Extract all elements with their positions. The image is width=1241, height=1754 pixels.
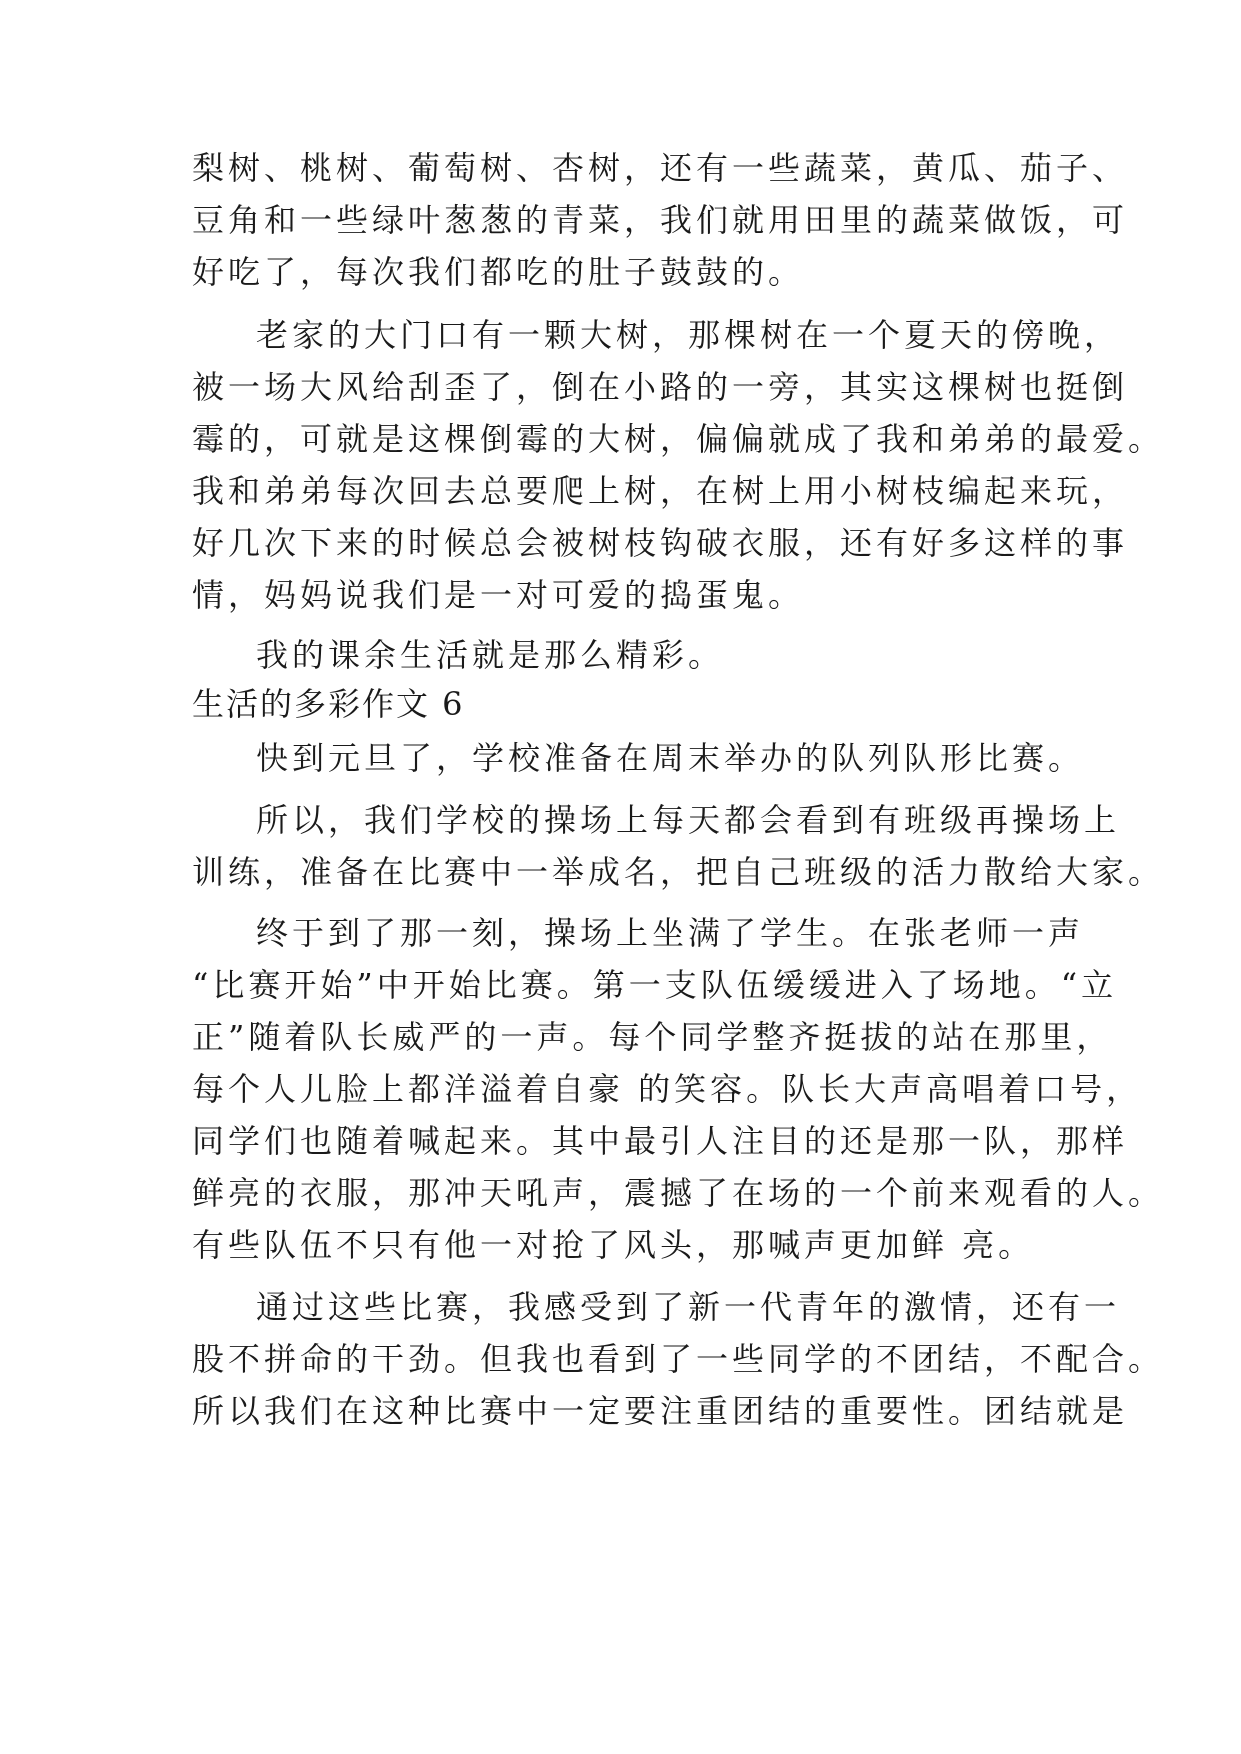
text-line: 情，妈妈说我们是一对可爱的捣蛋鬼。 [192, 576, 805, 614]
text-line: 豆角和一些绿叶葱葱的青菜，我们就用田里的蔬菜做饭，可 [192, 201, 1129, 239]
text-line: 有些队伍不只有他一对抢了风头，那喊声更加鲜 亮。 [192, 1226, 1035, 1264]
text-line: 通过这些比赛，我感受到了新一代青年的激情，还有一 [256, 1288, 1121, 1326]
text-line: “比赛开始”中开始比赛。第一支队伍缓缓进入了场地。“立 [192, 966, 1118, 1004]
text-line: 同学们也随着喊起来。其中最引人注目的还是那一队，那样 [192, 1122, 1129, 1160]
text-line: 每个人儿脸上都洋溢着自豪 的笑容。队长大声高唱着口号， [192, 1070, 1143, 1108]
text-line: 老家的大门口有一颗大树，那棵树在一个夏天的傍晚， [256, 316, 1121, 354]
text-line: 梨树、桃树、葡萄树、杏树，还有一些蔬菜，黄瓜、茄子、 [192, 149, 1129, 187]
section-heading: 生活的多彩作文 6 [192, 685, 465, 723]
text-line: 训练，准备在比赛中一举成名，把自己班级的活力散给大家。 [192, 853, 1165, 891]
text-line: 终于到了那一刻，操场上坐满了学生。在张老师一声 [256, 914, 1085, 952]
text-line: 正”随着队长威严的一声。每个同学整齐挺拔的站在那里， [192, 1018, 1113, 1056]
text-line: 我和弟弟每次回去总要爬上树，在树上用小树枝编起来玩， [192, 472, 1129, 510]
text-line: 股不拼命的干劲。但我也看到了一些同学的不团结，不配合。 [192, 1340, 1165, 1378]
text-line: 霉的，可就是这棵倒霉的大树，偏偏就成了我和弟弟的最爱。 [192, 420, 1165, 458]
text-line: 所以，我们学校的操场上每天都会看到有班级再操场上 [256, 801, 1121, 839]
text-line: 被一场大风给刮歪了，倒在小路的一旁，其实这棵树也挺倒 [192, 368, 1129, 406]
text-line: 快到元旦了，学校准备在周末举办的队列队形比赛。 [256, 739, 1085, 777]
text-line: 鲜亮的衣服，那冲天吼声，震撼了在场的一个前来观看的人。 [192, 1174, 1165, 1212]
text-line: 我的课余生活就是那么精彩。 [256, 636, 725, 674]
text-line: 所以我们在这种比赛中一定要注重团结的重要性。团结就是 [192, 1392, 1129, 1430]
text-line: 好吃了，每次我们都吃的肚子鼓鼓的。 [192, 253, 805, 291]
text-line: 好几次下来的时候总会被树枝钩破衣服，还有好多这样的事 [192, 524, 1129, 562]
